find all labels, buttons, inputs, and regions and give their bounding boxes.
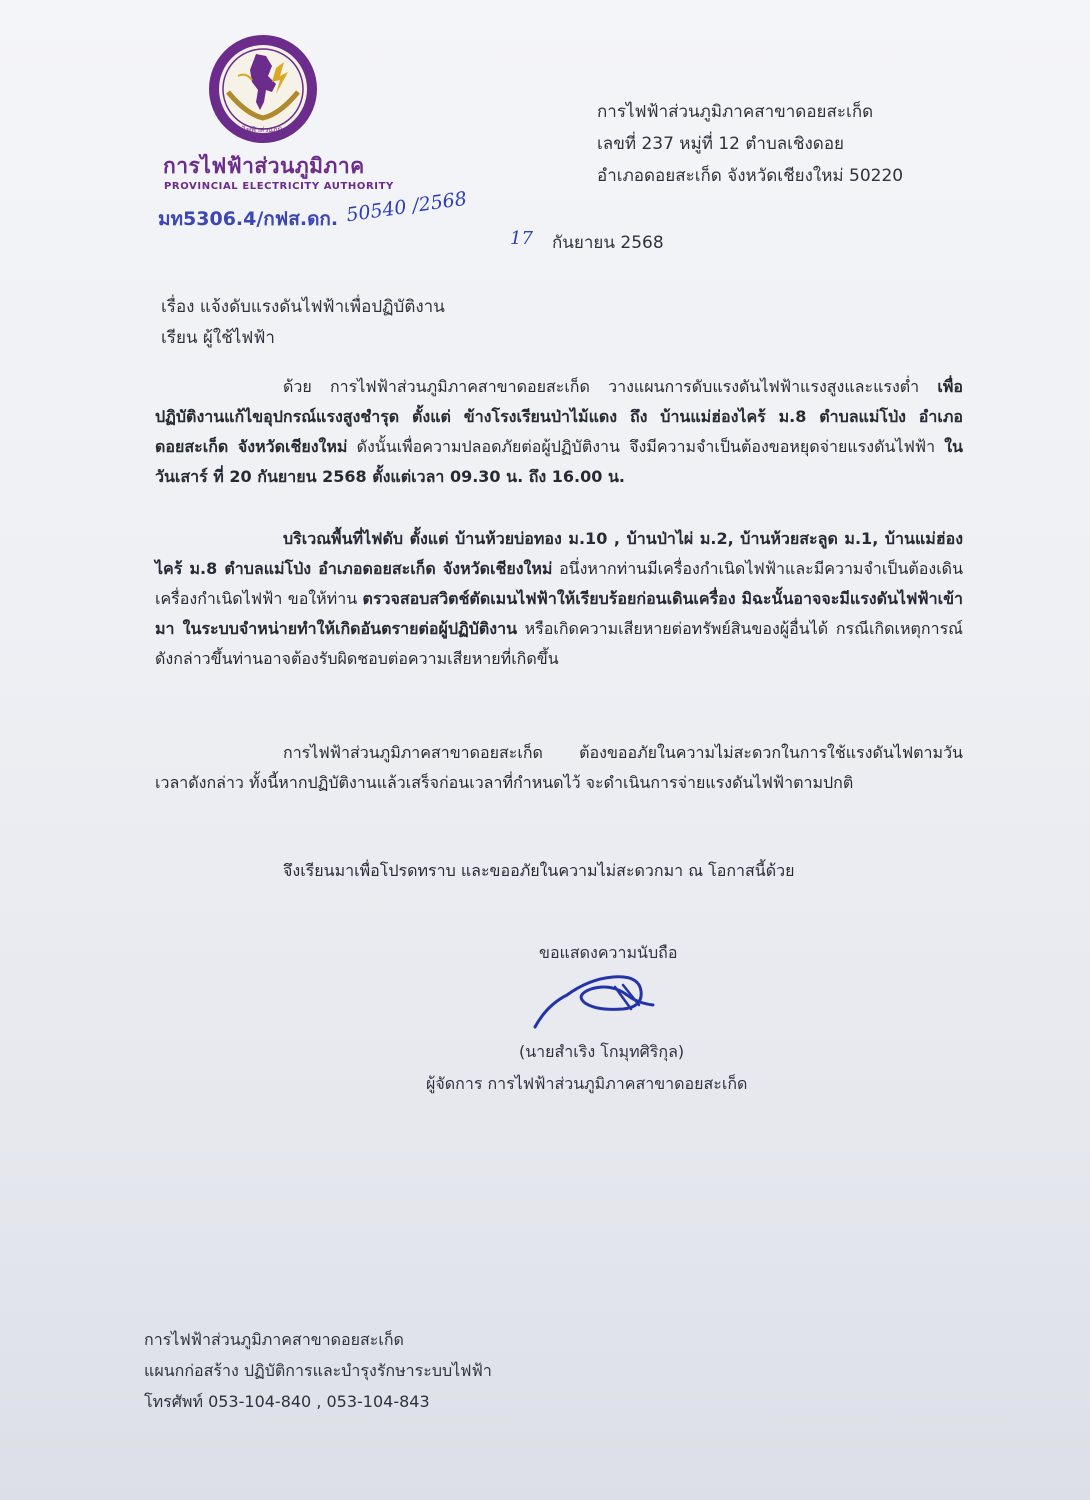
- footer-line: การไฟฟ้าส่วนภูมิภาคสาขาดอยสะเก็ด: [144, 1330, 404, 1349]
- p1-bold-location: เพื่อปฏิบัติงานแก้ไขอุปกรณ์แรงสูงชำรุด ตั้งแต่ ข้างโรงเรียนป่าไม้แดง ถึง บ้านแม่ฮ่องไคร้ ม.8 ตำบลแม่โป่ง อำเภอดอยสะเก็ด จังหวัดเชียงใหม่: [155, 377, 963, 456]
- p2-bold-area: บริเวณพื้นที่ไฟดับ ตั้งแต่ บ้านห้วยบ่อทอง ม.10 , บ้านป่าไผ่ ม.2, บ้านห้วยสะลูด ม.1, บ้านแม่ฮ่องไคร้ ม.8 ตำบลแม่โป่ง อำเภอดอยสะเก็ด จังหวัดเชียงใหม่: [155, 529, 963, 578]
- footer-contact: [144, 1324, 492, 1417]
- footer-line: แผนกก่อสร้าง ปฏิบัติการและบำรุงรักษาระบบไฟฟ้า: [144, 1361, 492, 1380]
- date-day-handwritten: 17: [510, 228, 533, 249]
- org-name-thai: การไฟฟ้าส่วนภูมิภาค: [163, 154, 365, 178]
- footer-phone: โทรศัพท์ 053-104-840 , 053-104-843: [144, 1392, 430, 1411]
- reference-handwritten: 50540 /2568: [345, 187, 469, 227]
- address-line: การไฟฟ้าส่วนภูมิภาคสาขาดอยสะเก็ด: [597, 102, 874, 122]
- sender-address: [597, 96, 903, 192]
- p1-bold-datetime: ในวันเสาร์ ที่ 20 กันยายน 2568 ตั้งแต่เวลา 09.30 น. ถึง 16.00 น.: [155, 437, 963, 486]
- paragraph-2: [155, 524, 963, 674]
- p1-text: ด้วย การไฟฟ้าส่วนภูมิภาคสาขาดอยสะเก็ด วางแผนการดับแรงดันไฟฟ้าแรงสูงและแรงต่ำ: [283, 377, 938, 396]
- paragraph-1: [155, 372, 963, 492]
- closing-phrase: ขอแสดงความนับถือ: [539, 943, 678, 962]
- paragraph-4: จึงเรียนมาเพื่อโปรดทราบ และขออภัยในความไม่สะดวกมา ณ โอกาสนี้ด้วย: [283, 861, 795, 880]
- signer-title: ผู้จัดการ การไฟฟ้าส่วนภูมิภาคสาขาดอยสะเก็ด: [426, 1074, 748, 1093]
- pea-logo-emblem: [206, 32, 320, 146]
- p2-bold-warning: ตรวจสอบสวิตช์ตัดเมนไฟฟ้าให้เรียบร้อยก่อนเดินเครื่อง มิฉะนั้นอาจจะมีแรงดันไฟฟ้าเข้ามา ในระบบจำหน่ายทำให้เกิดอันตรายต่อผู้ปฏิบัติงาน: [155, 589, 964, 638]
- address-line: เลขที่ 237 หมู่ที่ 12 ตำบลเชิงดอย: [597, 134, 845, 154]
- letter-subject: เรื่อง แจ้งดับแรงดันไฟฟ้าเพื่อปฏิบัติงาน: [161, 297, 445, 317]
- reference-number: มท5306.4/กฟส.ดก.: [158, 208, 339, 230]
- p2-text: อนึ่งหากท่านมีเครื่องกำเนิดไฟฟ้าและมีความจำเป็นต้องเดินเครื่องกำเนิดไฟฟ้า ขอให้ท่าน: [155, 559, 964, 608]
- logo-text: การไฟฟ้าส่วนภูมิภาค: [230, 126, 296, 134]
- p2-text-2: หรือเกิดความเสียหายต่อทรัพย์สินของผู้อื่นได้ กรณีเกิดเหตุการณ์ดังกล่าวขึ้นท่านอาจต้องรับผิดชอบต่อความเสียหายที่เกิดขึ้น: [155, 619, 963, 668]
- address-line: อำเภอดอยสะเก็ด จังหวัดเชียงใหม่ 50220: [597, 166, 904, 186]
- letter-recipient: เรียน ผู้ใช้ไฟฟ้า: [161, 328, 275, 348]
- signer-name: (นายสำเริง โกมุทศิริกุล): [519, 1042, 685, 1061]
- org-name-english: PROVINCIAL ELECTRICITY AUTHORITY: [164, 181, 394, 192]
- date-month-year: กันยายน 2568: [552, 233, 664, 253]
- p1-text-2: ดังนั้นเพื่อความปลอดภัยต่อผู้ปฏิบัติงาน จึงมีความจำเป็นต้องขอหยุดจ่ายแรงดันไฟฟ้า: [347, 437, 945, 456]
- signature: [527, 965, 667, 1035]
- paragraph-3: การไฟฟ้าส่วนภูมิภาคสาขาดอยสะเก็ด ต้องขออภัยในความไม่สะดวกในการใช้แรงดันไฟตามวันเวลาดังกล่าว ทั้งนี้หากปฏิบัติงานแล้วเสร็จก่อนเวลาที่กำหนดไว้ จะดำเนินการจ่ายแรงดันไฟฟ้าตามปกติ: [155, 743, 963, 792]
